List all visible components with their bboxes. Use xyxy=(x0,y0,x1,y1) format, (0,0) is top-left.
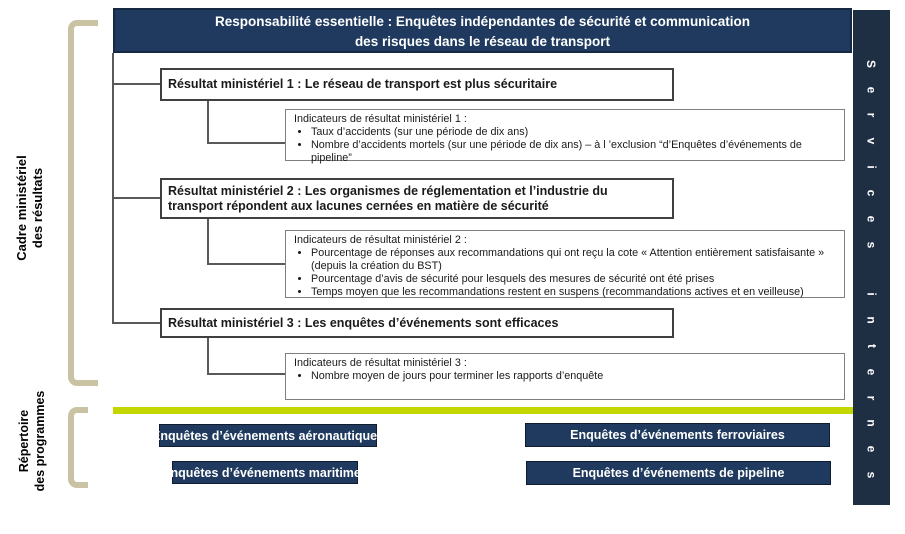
connector-elbow-3-vertical xyxy=(207,338,209,375)
label-cadre-ministeriel xyxy=(14,130,46,286)
services-letter: v xyxy=(864,137,879,145)
result-box-3 xyxy=(160,308,674,338)
program-box-aeronautiques xyxy=(152,424,385,447)
indicator-item: • Nombre d’accidents mortels (sur une période de dix ans) – à l ’exclusion “d’Enquêtes d’événements de pipeline” xyxy=(311,139,836,165)
indicator-2-list xyxy=(294,247,836,299)
program-pipeline-label: Enquêtes d’événements de pipeline xyxy=(572,466,785,480)
section-divider-bar xyxy=(113,407,853,414)
services-letter: n xyxy=(864,419,879,428)
indicator-item: • Taux d’accidents (sur une période de dix ans) xyxy=(311,126,836,139)
indicator-3-title: Indicateurs de résultat ministériel 3 : xyxy=(294,357,467,369)
services-letter: t xyxy=(864,343,879,348)
label-repertoire-line2: des programmes xyxy=(33,390,47,492)
services-letter: e xyxy=(864,368,879,376)
connector-branch-3 xyxy=(112,322,160,324)
header-line2: des risques dans le réseau de transport xyxy=(354,34,611,49)
result-box-1 xyxy=(160,68,674,101)
services-letter: e xyxy=(864,445,879,453)
indicator-item: • Temps moyen que les recommandations restent en suspens (recommandations actives et en veilleuse) xyxy=(311,286,836,299)
services-letter: i xyxy=(864,165,879,169)
label-cadre-line2: des résultats xyxy=(30,167,45,249)
connector-elbow-1-vertical xyxy=(207,101,209,144)
indicator-3-list xyxy=(294,370,836,383)
program-ferroviaires-label: Enquêtes d’événements ferroviaires xyxy=(570,428,785,442)
program-aeronautiques-label: Enquêtes d’événements aéronautiques xyxy=(152,428,385,443)
connector-elbow-3-horizontal xyxy=(207,373,285,375)
connector-main-vertical xyxy=(112,53,114,324)
connector-elbow-2-horizontal xyxy=(207,263,285,265)
indicator-item: • Nombre moyen de jours pour terminer les rapports d’enquête xyxy=(311,370,836,383)
services-letter: n xyxy=(864,316,879,324)
label-cadre-line1: Cadre ministériel xyxy=(14,155,29,261)
services-letter: r xyxy=(864,113,879,118)
services-letter: c xyxy=(864,189,879,197)
indicator-item: • Pourcentage d’avis de sécurité pour lesquels des mesures de sécurité ont été prises xyxy=(311,273,836,286)
services-letter: S xyxy=(864,59,879,68)
result-1-title: Résultat ministériel 1 : Le réseau de transport est plus sécuritaire xyxy=(168,77,558,91)
indicator-box-1 xyxy=(285,109,845,164)
connector-elbow-2-vertical xyxy=(207,219,209,265)
services-letter: i xyxy=(864,292,879,296)
framework-bracket xyxy=(68,20,98,386)
services-letter: s xyxy=(864,241,879,248)
label-repertoire-line1: Répertoire xyxy=(17,409,31,473)
program-box-maritimes xyxy=(162,461,368,484)
connector-branch-1 xyxy=(112,83,160,85)
connector-branch-2 xyxy=(112,197,160,199)
program-box-ferroviaires xyxy=(525,423,830,447)
inventory-bracket xyxy=(68,407,88,488)
result-box-2 xyxy=(160,178,674,219)
services-letter: s xyxy=(864,471,879,479)
indicator-box-2 xyxy=(285,230,845,298)
header-line1: Responsabilité essentielle : Enquêtes indépendantes de sécurité et communication xyxy=(215,14,750,29)
result-3-title: Résultat ministériel 3 : Les enquêtes d’événements sont efficaces xyxy=(168,315,559,330)
indicator-box-3 xyxy=(285,353,845,400)
indicator-item: • Pourcentage de réponses aux recommandations qui ont reçu la cote « Attention entièrement satisfaisante » (depuis la création du BST) xyxy=(311,247,836,273)
services-letter: r xyxy=(864,395,879,400)
core-responsibility-header xyxy=(113,8,852,53)
program-maritimes-label: Enquêtes d’événements maritimes xyxy=(162,465,368,480)
connector-elbow-1-horizontal xyxy=(207,142,285,144)
services-letter: e xyxy=(864,86,879,93)
program-box-pipeline xyxy=(526,461,831,485)
services-internes-bar xyxy=(853,10,890,505)
label-repertoire-programmes xyxy=(16,381,48,501)
indicator-2-title: Indicateurs de résultat ministériel 2 : xyxy=(294,234,467,246)
services-letter: e xyxy=(864,215,879,223)
indicator-1-title: Indicateurs de résultat ministériel 1 : xyxy=(294,113,467,125)
result-2-title: Résultat ministériel 2 : Les organismes de réglementation et l’industrie du transport répondent aux lacunes cernées en matière de sécurité xyxy=(168,183,608,213)
indicator-1-list xyxy=(294,126,836,165)
